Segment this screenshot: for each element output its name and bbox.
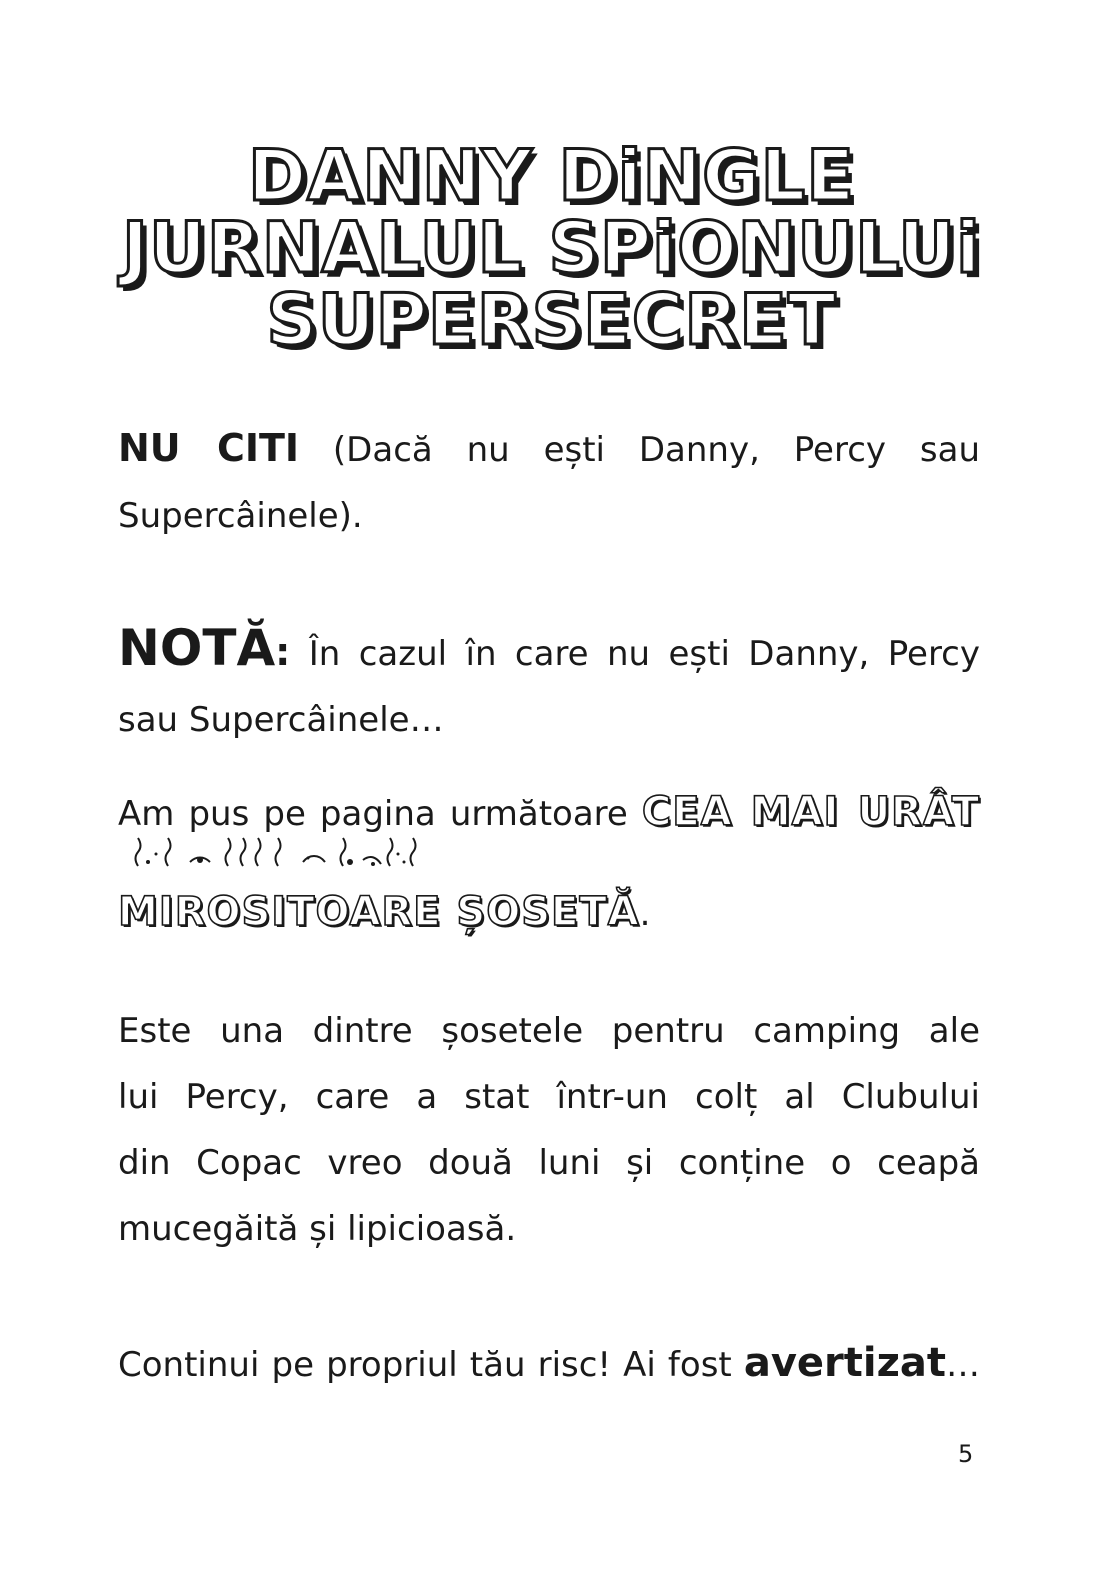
do-not-read-text: (Dacă nu ești Danny, Percy sau — [332, 430, 980, 470]
warning-line-2 — [118, 872, 980, 954]
title-line-1: DANNY DiNGLE — [247, 135, 856, 217]
note-line-2: sau Supercâinele… — [118, 700, 444, 740]
warned-emphasis: avertizat — [743, 1340, 946, 1386]
description-line-1: Este una dintre șosetele pentru camping ale — [118, 1011, 980, 1051]
warning-end: . — [639, 894, 651, 934]
closing-paragraph — [118, 1330, 980, 1398]
smelly-sock-emphasis: MIROSITOARE ȘOSETĂ — [118, 889, 640, 935]
note-colon: : — [275, 630, 291, 674]
closing-line — [118, 1330, 980, 1398]
description-line-4: mucegăită și lipicioasă. — [118, 1209, 517, 1249]
note-label: NOTĂ — [118, 619, 276, 677]
title-line-2: JURNALUL SPiONULUi — [121, 207, 982, 289]
note-line-1 — [118, 615, 980, 687]
title-line-3: SUPERSECRET — [266, 279, 837, 361]
warning-text: Am pus pe pagina următoare — [118, 794, 628, 834]
stink-lines-icon — [128, 832, 428, 872]
do-not-read-label: NU CITI — [118, 426, 300, 470]
closing-text: Continui pe propriul tău risc! Ai fost — [118, 1345, 732, 1385]
description-line-2: lui Percy, care a stat într-un colț al Clubului — [118, 1077, 980, 1117]
description-line-3: din Copac vreo două luni și conține o ceapă — [118, 1143, 980, 1183]
do-not-read-line-2: Supercâinele). — [118, 496, 363, 536]
note-text: În cazul în care nu ești Danny, Percy — [308, 634, 980, 674]
do-not-read-line-1 — [118, 415, 980, 483]
ugliest-emphasis: CEA MAI URÂT — [641, 789, 980, 835]
page-title — [0, 135, 1103, 361]
do-not-read-paragraph — [118, 415, 980, 549]
note-paragraph — [118, 615, 980, 753]
closing-ellipsis: … — [946, 1345, 980, 1385]
description-paragraph — [118, 998, 980, 1262]
page-number: 5 — [958, 1440, 974, 1468]
closing-emphasis-group — [743, 1340, 980, 1386]
